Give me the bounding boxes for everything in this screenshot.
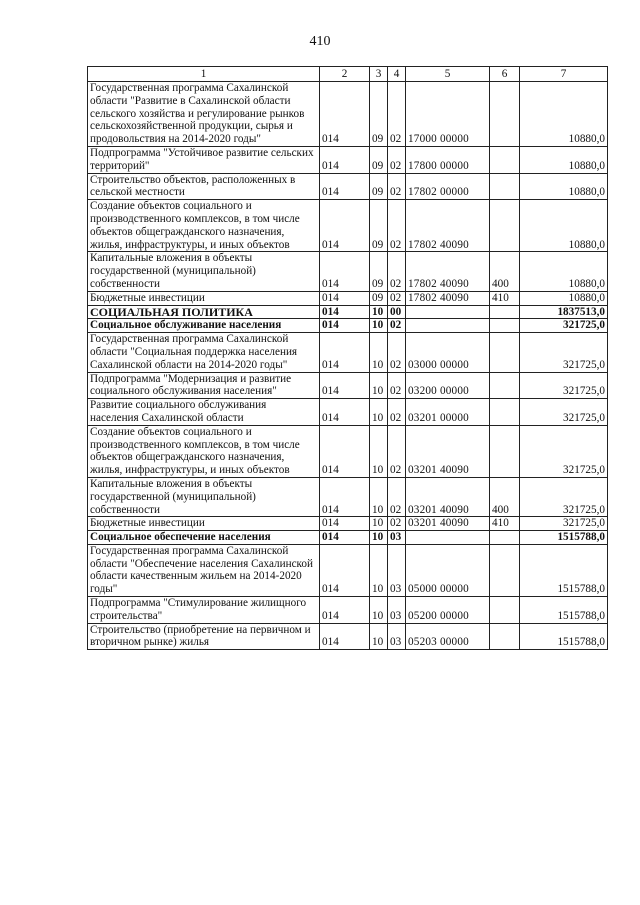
row-expense-type xyxy=(490,319,520,333)
row-ministry-code: 014 xyxy=(320,372,370,399)
row-name: Создание объектов социального и производственного комплексов, в том числе объектов общегражданского назначения, жилья, инфраструктуры, и иных объектов xyxy=(88,200,320,252)
row-section-code: 09 xyxy=(370,82,388,147)
row-section-code: 10 xyxy=(370,517,388,531)
row-expense-type xyxy=(490,372,520,399)
row-subsection-code: 02 xyxy=(388,425,406,477)
row-expense-type xyxy=(490,146,520,173)
row-target-article: 03201 40090 xyxy=(406,517,490,531)
row-name: Государственная программа Сахалинской области "Обеспечение населения Сахалинской области качественным жильем на 2014-2020 годы" xyxy=(88,544,320,596)
row-subsection-code: 02 xyxy=(388,372,406,399)
row-target-article: 05203 00000 xyxy=(406,623,490,650)
row-amount: 321725,0 xyxy=(520,477,608,516)
row-subsection-code: 02 xyxy=(388,477,406,516)
row-subsection-code: 02 xyxy=(388,333,406,372)
row-expense-type xyxy=(490,623,520,650)
table-row xyxy=(88,200,608,252)
table-row xyxy=(88,597,608,624)
row-target-article: 17802 40090 xyxy=(406,200,490,252)
row-target-article: 03201 40090 xyxy=(406,477,490,516)
column-header-ministry: 2 xyxy=(320,67,370,82)
row-expense-type xyxy=(490,544,520,596)
table-row xyxy=(88,305,608,319)
column-header-amount: 7 xyxy=(520,67,608,82)
row-ministry-code: 014 xyxy=(320,399,370,426)
row-section-code: 10 xyxy=(370,597,388,624)
table-row xyxy=(88,531,608,545)
row-amount: 10880,0 xyxy=(520,252,608,291)
row-amount: 10880,0 xyxy=(520,200,608,252)
row-section-code: 10 xyxy=(370,623,388,650)
row-target-article: 05000 00000 xyxy=(406,544,490,596)
row-expense-type xyxy=(490,173,520,200)
table-row xyxy=(88,252,608,291)
row-ministry-code: 014 xyxy=(320,82,370,147)
row-section-code: 09 xyxy=(370,173,388,200)
row-subsection-code: 02 xyxy=(388,399,406,426)
row-name: СОЦИАЛЬНАЯ ПОЛИТИКА xyxy=(88,305,320,319)
row-subsection-code: 03 xyxy=(388,544,406,596)
row-expense-type xyxy=(490,333,520,372)
row-subsection-code: 03 xyxy=(388,623,406,650)
row-ministry-code: 014 xyxy=(320,597,370,624)
row-amount: 10880,0 xyxy=(520,82,608,147)
row-name: Социальное обслуживание населения xyxy=(88,319,320,333)
row-section-code: 10 xyxy=(370,319,388,333)
row-expense-type: 400 xyxy=(490,252,520,291)
row-ministry-code: 014 xyxy=(320,477,370,516)
row-target-article xyxy=(406,319,490,333)
row-subsection-code: 02 xyxy=(388,200,406,252)
row-name: Создание объектов социального и производственного комплексов, в том числе объектов общегражданского назначения, жилья, инфраструктуры, и иных объектов xyxy=(88,425,320,477)
row-target-article: 17802 40090 xyxy=(406,252,490,291)
row-section-code: 09 xyxy=(370,200,388,252)
row-expense-type: 410 xyxy=(490,517,520,531)
row-amount: 321725,0 xyxy=(520,372,608,399)
header-row xyxy=(88,67,608,82)
row-section-code: 10 xyxy=(370,477,388,516)
row-target-article: 03201 40090 xyxy=(406,425,490,477)
row-ministry-code: 014 xyxy=(320,252,370,291)
row-name: Социальное обеспечение населения xyxy=(88,531,320,545)
row-section-code: 09 xyxy=(370,252,388,291)
row-name: Подпрограмма "Устойчивое развитие сельских территорий" xyxy=(88,146,320,173)
row-target-article: 17802 40090 xyxy=(406,291,490,305)
row-amount: 321725,0 xyxy=(520,517,608,531)
row-section-code: 10 xyxy=(370,305,388,319)
row-amount: 1515788,0 xyxy=(520,597,608,624)
row-subsection-code: 02 xyxy=(388,82,406,147)
row-expense-type: 400 xyxy=(490,477,520,516)
row-ministry-code: 014 xyxy=(320,425,370,477)
table-row xyxy=(88,319,608,333)
row-amount: 10880,0 xyxy=(520,173,608,200)
row-ministry-code: 014 xyxy=(320,623,370,650)
row-subsection-code: 02 xyxy=(388,173,406,200)
row-subsection-code: 02 xyxy=(388,291,406,305)
row-name: Капитальные вложения в объекты государственной (муниципальной) собственности xyxy=(88,252,320,291)
row-target-article: 17800 00000 xyxy=(406,146,490,173)
table-row xyxy=(88,399,608,426)
row-ministry-code: 014 xyxy=(320,333,370,372)
row-subsection-code: 02 xyxy=(388,517,406,531)
table-row xyxy=(88,372,608,399)
table-body xyxy=(88,82,608,650)
row-expense-type xyxy=(490,531,520,545)
row-expense-type xyxy=(490,200,520,252)
row-amount: 321725,0 xyxy=(520,319,608,333)
row-target-article: 17802 00000 xyxy=(406,173,490,200)
row-section-code: 09 xyxy=(370,146,388,173)
column-header-name: 1 xyxy=(88,67,320,82)
row-name: Бюджетные инвестиции xyxy=(88,517,320,531)
row-ministry-code: 014 xyxy=(320,319,370,333)
row-target-article: 03200 00000 xyxy=(406,372,490,399)
table-row xyxy=(88,623,608,650)
row-section-code: 10 xyxy=(370,531,388,545)
column-header-target-article: 5 xyxy=(406,67,490,82)
row-amount: 1837513,0 xyxy=(520,305,608,319)
row-section-code: 10 xyxy=(370,544,388,596)
row-target-article: 03201 00000 xyxy=(406,399,490,426)
row-subsection-code: 02 xyxy=(388,252,406,291)
row-ministry-code: 014 xyxy=(320,305,370,319)
row-expense-type xyxy=(490,399,520,426)
row-amount: 321725,0 xyxy=(520,333,608,372)
page-number: 410 xyxy=(309,34,331,49)
row-amount: 10880,0 xyxy=(520,146,608,173)
table-row xyxy=(88,544,608,596)
column-header-expense-type: 6 xyxy=(490,67,520,82)
row-expense-type xyxy=(490,82,520,147)
row-section-code: 10 xyxy=(370,372,388,399)
row-amount: 10880,0 xyxy=(520,291,608,305)
row-expense-type xyxy=(490,305,520,319)
row-ministry-code: 014 xyxy=(320,531,370,545)
row-subsection-code: 02 xyxy=(388,319,406,333)
table-row xyxy=(88,82,608,147)
row-name: Государственная программа Сахалинской области "Развитие в Сахалинской области сельского хозяйства и регулирование рынков сельскохозяйственной продукции, сырья и продовольствия на 2014-2020 годы" xyxy=(88,82,320,147)
row-name: Подпрограмма "Модернизация и развитие социального обслуживания населения" xyxy=(88,372,320,399)
row-expense-type xyxy=(490,425,520,477)
row-ministry-code: 014 xyxy=(320,291,370,305)
row-amount: 321725,0 xyxy=(520,425,608,477)
row-name: Капитальные вложения в объекты государственной (муниципальной) собственности xyxy=(88,477,320,516)
table-row xyxy=(88,173,608,200)
row-subsection-code: 00 xyxy=(388,305,406,319)
row-ministry-code: 014 xyxy=(320,517,370,531)
row-target-article: 17000 00000 xyxy=(406,82,490,147)
row-amount: 321725,0 xyxy=(520,399,608,426)
row-amount: 1515788,0 xyxy=(520,531,608,545)
row-name: Строительство (приобретение на первичном и вторичном рынке) жилья xyxy=(88,623,320,650)
row-expense-type: 410 xyxy=(490,291,520,305)
budget-table xyxy=(87,66,608,650)
row-name: Подпрограмма "Стимулирование жилищного строительства" xyxy=(88,597,320,624)
row-ministry-code: 014 xyxy=(320,146,370,173)
column-header-section: 3 xyxy=(370,67,388,82)
row-target-article: 05200 00000 xyxy=(406,597,490,624)
row-ministry-code: 014 xyxy=(320,544,370,596)
row-ministry-code: 014 xyxy=(320,200,370,252)
table-row xyxy=(88,477,608,516)
table-row xyxy=(88,291,608,305)
row-target-article xyxy=(406,305,490,319)
row-subsection-code: 02 xyxy=(388,146,406,173)
row-section-code: 09 xyxy=(370,291,388,305)
row-subsection-code: 03 xyxy=(388,531,406,545)
row-name: Строительство объектов, расположенных в сельской местности xyxy=(88,173,320,200)
row-target-article xyxy=(406,531,490,545)
row-section-code: 10 xyxy=(370,425,388,477)
table-row xyxy=(88,146,608,173)
table-row xyxy=(88,333,608,372)
table-row xyxy=(88,425,608,477)
row-name: Бюджетные инвестиции xyxy=(88,291,320,305)
row-subsection-code: 03 xyxy=(388,597,406,624)
table-row xyxy=(88,517,608,531)
row-ministry-code: 014 xyxy=(320,173,370,200)
row-name: Развитие социального обслуживания населения Сахалинской области xyxy=(88,399,320,426)
row-section-code: 10 xyxy=(370,399,388,426)
column-header-subsection: 4 xyxy=(388,67,406,82)
row-section-code: 10 xyxy=(370,333,388,372)
row-amount: 1515788,0 xyxy=(520,623,608,650)
row-target-article: 03000 00000 xyxy=(406,333,490,372)
row-name: Государственная программа Сахалинской области "Социальная поддержка населения Сахалинской области на 2014-2020 годы" xyxy=(88,333,320,372)
row-expense-type xyxy=(490,597,520,624)
row-amount: 1515788,0 xyxy=(520,544,608,596)
